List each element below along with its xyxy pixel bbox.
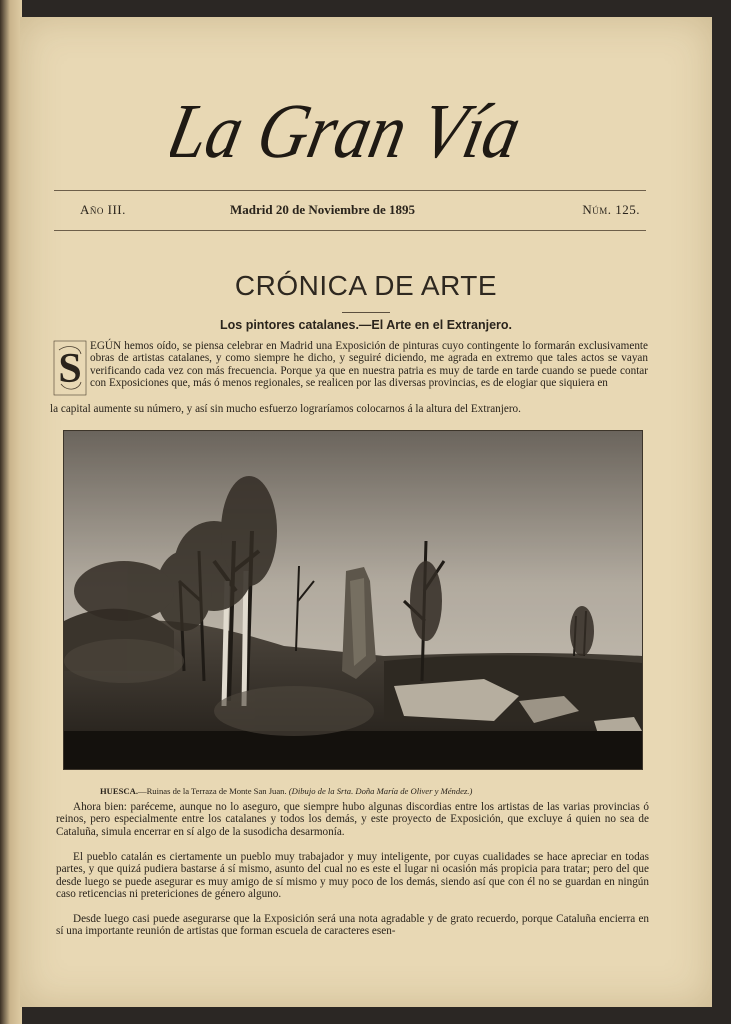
title-rule <box>342 312 390 313</box>
year-label: Año III. <box>80 202 126 217</box>
drop-cap-letter: S <box>58 346 82 392</box>
article-subtitle: Los pintores catalanes.—El Arte en el Extranjero. <box>220 318 512 332</box>
masthead-logo-lettering: La Gran Vía <box>170 88 550 175</box>
caption-text: —Ruinas de la Terraza de Monte San Juan. <box>137 786 287 796</box>
body-paragraph: Desde luego casi puede asegurarse que la Exposición será una nota agradable y de grato recuerdo, porque Cataluña encierra en sí una importante reunión de artistas que forman escuela de caracteres esen- <box>56 913 649 938</box>
masthead-rule-bottom <box>54 230 646 231</box>
intro-paragraph-tail: la capital aumente su número, y así sin mucho esfuerzo lograríamos colocarnos á la altura del Extranjero. <box>50 403 521 415</box>
landscape-illustration <box>63 430 643 770</box>
newspaper-page <box>20 17 712 1007</box>
body-paragraph: El pueblo catalán es ciertamente un pueblo muy trabajador y muy inteligente, por cuyas cualidades se hace apreciar en todas partes, y que quizá pudiera bastarse á sí mismo, asunto del cual no es este el lugar ni ocasión más propicia para tratar; pero del que desde luego se puede asegurar es muy amigo de sí mismo y muy poco de los demás, siendo así que con él no se guardan en ningún caso reticencias ni pretericiones de género alguno. <box>56 851 649 901</box>
issue-number: Núm. 125. <box>582 202 640 217</box>
body-paragraph: Ahora bien: paréceme, aunque no lo aseguro, que siempre hubo algunas discordias entre los artistas de las varias provincias ó reinos, pero especialmente entre los catalanes y todos los demás, y este proyecto de Exposición, que excluye á quien no sea de Cataluña, simula encerrar en sí algo de la susodicha desarmonía. <box>56 801 649 838</box>
dateline <box>60 202 640 222</box>
masthead-logo <box>170 79 550 179</box>
caption-credit: (Dibujo de la Srta. Doña María de Oliver y Méndez.) <box>288 786 473 796</box>
intro-paragraph: EGÚN hemos oído, se piensa celebrar en Madrid una Exposición de pinturas cuyo contingente lo formarán exclusivamente obras de artistas catalanes, y como siempre he dicho, y seguiré diciendo, me agrada en extremo que tales actos se vayan verificando cada vez con más frecuencia. Porque ya que en nuestra patria es muy de tarde en tarde cuando se puede contar con Exposiciones que, más ó menos regionales, se realicen por las diversas provincias, es de elogiar que siquiera en <box>90 340 648 390</box>
caption-city: HUESCA. <box>100 786 138 796</box>
illustration-caption <box>100 786 660 796</box>
drop-cap <box>53 340 87 396</box>
book-binding <box>0 0 22 1024</box>
issue-date: Madrid 20 de Noviembre de 1895 <box>230 202 415 217</box>
masthead-rule-top <box>54 190 646 191</box>
section-title: CRÓNICA DE ARTE <box>234 270 498 301</box>
